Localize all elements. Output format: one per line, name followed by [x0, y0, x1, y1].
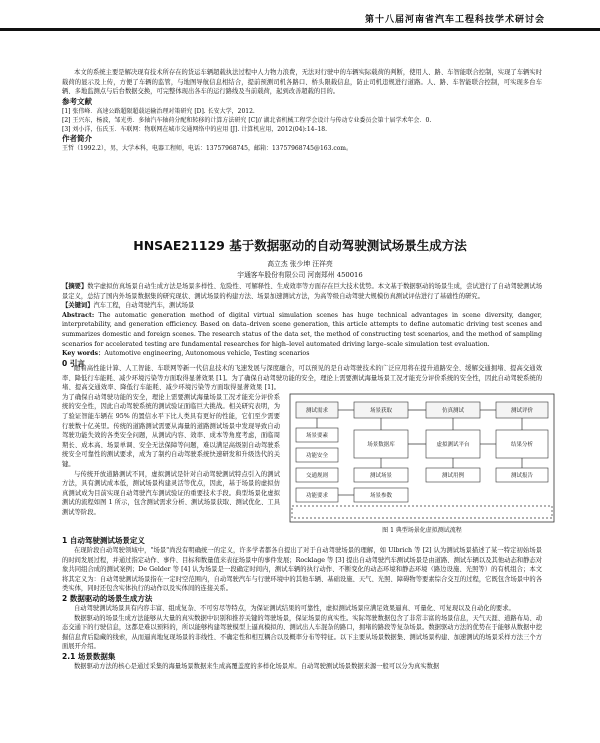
figure-1-diagram — [288, 392, 556, 524]
section-2-1-paragraph: 数据驱动方法的核心是通过采集的海量场景数据来生成高覆盖度的多样化场景库。自动驾驶测试场景数据来源一般可以分为真实数据 — [74, 662, 440, 670]
fig-label: 结果分析 — [510, 442, 534, 448]
section-2-paragraph-1: 自动驾驶测试场景具有内容丰富、组成复杂、不可穷尽等特点，为保证测试结果的可靠性，虚拟测试场景应满足效果逼真、可量化、可复现以及自动化的要求。 — [74, 604, 515, 612]
figure-1-caption: 图 1 典型场景化虚拟测试流程 — [382, 527, 462, 534]
section-2-paragraph-2: 数据驱动的场景生成方法能够从大量的真实数据中识别和推荐关键的驾驶场景，保证场景的真实性。实际驾驶数据包含了非常丰富的场景信息，天气天涯、道路布局、动态交通下的行驶信息，这都是难以预料的，所以能够构建驾驶模型上逼真模拟的、测试出人车混杂的路口，拥堵的路段等复杂场景。数据驱动方法的优势在于能够从数据中挖掘信息背后隐藏的线索，从而逼真地复现场景的非线性、不确定性和相互耦合以及概率分布等特征。以下主要从场景数据集、测试场景构建、加速测试的场景采样方法三个方面展开介绍。 — [62, 614, 542, 651]
section-1-paragraph: 在现阶段自动驾驶领域中，"场景"尚没有明确统一的定义，许多学者都各自提出了对于自动驾驶场景的理解，如 Ulbrich 等 [2] 认为测试场景描述了某一特定初始场景的时间发展过程，并通过指定动作、事件、目标和数量值来表征场景中的事件发展；Rocklage 等 [3] 提出自动驾驶汽车测试场景是由道路、测试车辆以及其他动态和静态对象共同组合成的测试案例；De Gelder 等 [4] 认为场景是一段确定时间内，测试车辆的执行动作、不断变化的动态环境和静态环境（路边设施、光照等）的有机组合；本文将其定义为：自动驾驶测试场景指在一定时空范围内，自动驾驶汽车与行驶环境中的其他车辆、基础设施、天气、光照、障碍物等要素综合交互的过程，它既包含场景中的各类实体，同时还包含实体执行的动作以及实体间的连接关系。 — [62, 547, 542, 593]
previous-paper-conclusion: 本文的系统主要是解决现有技术所存在的货运车辆超载执法过程中人力物力浪费，无法对行驶中的车辆实际载荷的判断，使用人、路、车智能联合控制，实现了车辆实时载荷的显示及上传，方便了车辆的监管，与地图导航信息相结合，提前预测司机各路口、桥头限载信息，防止司机违规进行道路。人、路、车智能联合控制，可实现多台车辆、多地监测点与后台数据交换，可完整体现出各车的运行路线及当前载荷，起到改善超载的目的。 — [62, 69, 542, 96]
fig-label: 场景要素 — [305, 433, 329, 439]
fig-label: 场景获取 — [369, 408, 393, 414]
fig-label: 测试需求 — [305, 408, 329, 414]
intro-narrow-column — [62, 383, 280, 528]
reference-item: [2] 王兴东，杨波，邹光勇．多轴汽车轴荷分配和转移的计算方法研究 [C]// 湖北省机械工程学会设计与传动专业委员会第十届学术年会．0. — [62, 116, 432, 124]
section-0-heading: 0 引言 — [62, 358, 85, 368]
intro-wide-text — [62, 364, 542, 383]
fig-label: 场景数据库 — [367, 442, 395, 448]
paper-title: HNSAE21129 基于数据驱动的自动驾驶测试场景生成方法 — [133, 238, 467, 253]
journal-title: 第十八届河南省汽车工程科技学术研讨会 — [364, 15, 545, 25]
fig-loop-frame — [292, 506, 552, 518]
fig-label: 测试报告 — [510, 473, 534, 479]
fig-label: 虚拟测试平台 — [436, 442, 470, 448]
abstract-cn-label: 【摘要】 — [62, 283, 88, 290]
fig-label: 功能安全 — [305, 453, 329, 459]
body-after-figure — [62, 536, 542, 672]
keywords-en-label: Key words： — [62, 350, 105, 358]
abstract-en-label: Abstract: — [62, 311, 95, 319]
author-bio: 王哲（1992.2），男，大学本科，电器工程师，电话：13757968745，邮箱：13757968745@163.com。 — [62, 144, 352, 152]
page-header — [0, 0, 600, 40]
paper-affiliation: 宇通客车股份有限公司 河南郑州 450016 — [237, 271, 363, 279]
intro-paragraph-lead: 随着高性能计算、人工智能、车联网等新一代信息技术的飞速发展与深度融合，可以预见的是自动驾驶技术的广泛应用将在提升道路安全、缓解交通拥堵、提高交通效率、降低行车能耗、减少环境污染等方面取得显著效果 [1]。为了确保自动驾驶功能的安全，理论上需要测试海量场景工况才能充分评价系统的安全性，因此自动驾驶系统的 — [62, 365, 542, 382]
section-1-heading: 1 自动驾驶测试场景定义 — [62, 536, 145, 545]
fig-label: 测试场景 — [369, 473, 393, 479]
author-bio-heading: 作者简介 — [62, 133, 92, 143]
abstract-cn: 数字虚拟仿真场景自动生成方法是场景多样性、危险性、可解释性、生成效率等方面存在巨大技术优势。本文基于数据驱动的场景生成，尝试进行了自动驾驶测试场景定义，总结了国内外场景数据集的研究现状、测试场景的构建方法、场景加速测试方法，为高等级自动驾驶大规模仿真测试评估进行了基础性的研究。 — [62, 283, 543, 300]
abstract-en: The automatic generation method of digital virtual simulation scenes has huge technical advantages in scene diversity, danger, interpretability, and generation efficiency. Based on data–driven scene generation, this article attempts to define automatic driving test scenes and summarizes domestic and foreign scenes. The research status of the data set, the method of constructing test scenarios, and the method of sampling scenarios for accelerated testing are fundamental researches for high–level automated driving large–scale simulation test evaluation. — [62, 311, 542, 348]
fig-label: 交通规则 — [305, 473, 329, 479]
reference-item: [3] 刘小洋，伍氏玉．车联网：物联网在城市交通网络中的应用 [J]. 计算机应用，2012(04):14–18. — [62, 125, 328, 133]
abstract-block — [62, 282, 542, 369]
fig-label: 测试用例 — [441, 473, 465, 479]
references-heading: 参考文献 — [62, 96, 92, 106]
previous-paper-tail — [62, 68, 542, 153]
keywords-cn: 汽车工程，自动驾驶汽车，测试场景 — [93, 302, 195, 310]
figure-1 — [288, 392, 556, 534]
section-2-heading: 2 数据驱动的场景生成方法 — [62, 593, 153, 603]
fig-label: 场景参数 — [369, 493, 393, 499]
section-2-1-heading: 2.1 场景数据集 — [62, 651, 116, 661]
paper-authors: 高立杰 张少坤 汪祥亮 — [267, 260, 333, 268]
fig-label: 测试评价 — [510, 408, 534, 414]
reference-item: [1] 张伟峰．高速公路超限超载运输治理对策研究 [D]. 长安大学，2012. — [62, 107, 255, 115]
fig-label: 仿真测试 — [441, 408, 465, 414]
keywords-en: Automotive engineering, Autonomous vehicle, Testing scenarios — [104, 350, 310, 358]
keywords-cn-label: 【关键词】 — [62, 302, 94, 310]
intro-paragraph-2: 与传统开放道路测试不同，虚拟测试是针对自动驾驶测试特点引入的测试方法，具有测试成本低，测试场景构建灵活等优点，因此，基于场景的虚拟仿真测试成为目前实现自动驾驶汽车测试验证的重要技术手段。典型场景化虚拟测试的流程如图 1 所示，包含测试需求分析、测试场景获取、测试优化、工具测试等阶段。 — [62, 470, 280, 516]
intro-paragraph-1: 堵、提高交通效率、降低行车能耗、减少环境污染等方面取得显著效果 [1]。为了确保自动驾驶功能的安全，理论上需要测试海量场景工况才能充分评价系统的安全性，因此自动驾驶系统的测试验证面临巨大挑战。相关研究表明，为了验证智能车辆在 95% 的置信水平下比人类具有更好的性能，它们至少需要行驶数十亿英里。传统的道路测试需要从海量的道路测试场景中发现导致自动驾驶功能失效的各类安全问题，从测试内容、效率、成本等角度考虑，面临周期长、成本高、场景单调、安全无法保障等问题，难以满足高级别自动驾驶系统安全可靠性的测试要求，成为了制约自动驾驶系统快速研发和升级迭代的关键。 — [62, 384, 280, 468]
fig-label: 功能要求 — [305, 493, 329, 499]
header-rule — [0, 28, 600, 31]
